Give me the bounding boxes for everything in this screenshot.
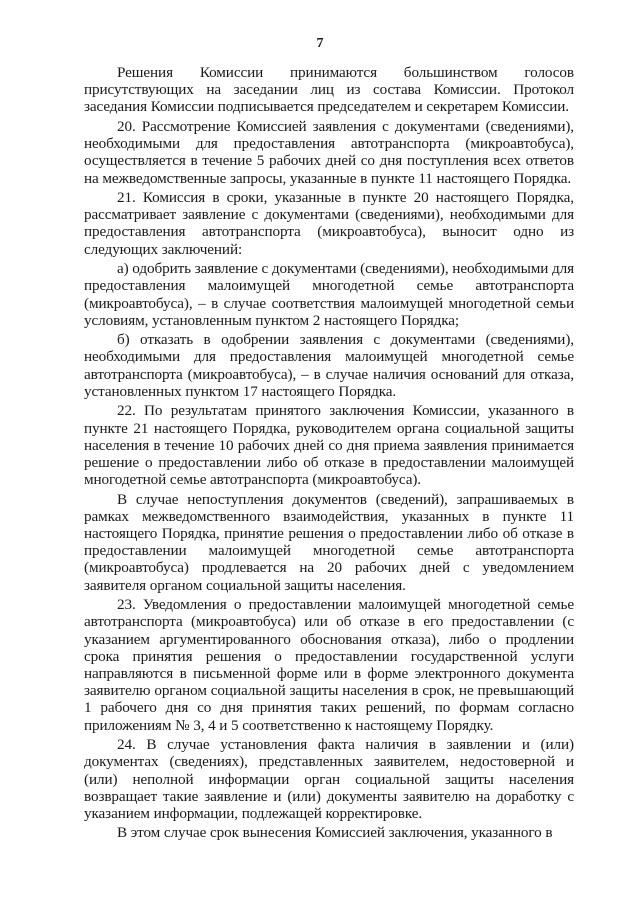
- page-number: 7: [316, 36, 324, 51]
- document-body: [84, 64, 574, 842]
- paragraph-item-22-extension: В случае непоступления документов (сведений), запрашиваемых в рамках межведомственного взаимодействия, указанных в пункте 11 настоящего Порядка, принятие решения о предоставлении либо об отказе в предоставлении малоимущей многодетной семье автотранспорта (микроавтобуса) продлевается на 20 рабочих дней с уведомлением заявителя органом социальной защиты населения.: [84, 490, 574, 594]
- paragraph-decisions: Решения Комиссии принимаются большинством голосов присутствующих на заседании лиц из состава Комиссии. Протокол заседания Комиссии подписывается председателем и секретарем Комиссии.: [84, 64, 574, 116]
- paragraph-item-21: 21. Комиссия в сроки, указанные в пункте 20 настоящего Порядка, рассматривает заявление с документами (сведениями), необходимыми для предоставления автотранспорта (микроавтобуса), выносит одно из следующих заключений:: [84, 189, 574, 258]
- paragraph-item-24: 24. В случае установления факта наличия в заявлении и (или) документах (сведениях), представленных заявителем, недостоверной и (или) неполной информации орган социальной защиты населения возвращает такие заявление и (или) документы заявителю на доработку с указанием информации, подлежащей корректировке.: [84, 736, 574, 822]
- paragraph-item-22: 22. По результатам принятого заключения Комиссии, указанного в пункте 21 настоящего Порядка, руководителем органа социальной защиты населения в течение 10 рабочих дней со дня приема заявления принимается решение о предоставлении либо об отказе в предоставлении малоимущей многодетной семье автотранспорта (микроавтобуса).: [84, 402, 574, 489]
- paragraph-item-21-b: б) отказать в одобрении заявления с документами (сведениями), необходимыми для предоставления малоимущей многодетной семье автотранспорта (микроавтобуса), – в случае наличия оснований для отказа, установленных пунктом 17 настоящего Порядка.: [84, 331, 574, 400]
- paragraph-item-24-term: В этом случае срок вынесения Комиссией заключения, указанного в: [117, 824, 553, 842]
- paragraph-item-23: 23. Уведомления о предоставлении малоимущей многодетной семье автотранспорта (микроавтобуса) или об отказе в его предоставлении (с указанием аргументированного обоснования отказа), либо о продлении срока принятия решения о предоставлении государственной услуги направляются в письменной форме или в форме электронного документа заявителю органом социальной защиты населения в срок, не превышающий 1 рабочего дня со дня принятия таких решений, по формам согласно приложениям № 3, 4 и 5 соответственно к настоящему Порядку.: [84, 596, 574, 734]
- paragraph-item-21-a: а) одобрить заявление с документами (сведениями), необходимыми для предоставления малоимущей многодетной семье автотранспорта (микроавтобуса), – в случае соответствия малоимущей многодетной семьи условиям, установленным пунктом 2 настоящего Порядка;: [84, 260, 574, 329]
- paragraph-item-20: 20. Рассмотрение Комиссией заявления с документами (сведениями), необходимыми для предоставления автотранспорта (микроавтобуса), осуществляется в течение 5 рабочих дней со дня поступления всех ответов на межведомственные запросы, указанные в пункте 11 настоящего Порядка.: [84, 117, 574, 187]
